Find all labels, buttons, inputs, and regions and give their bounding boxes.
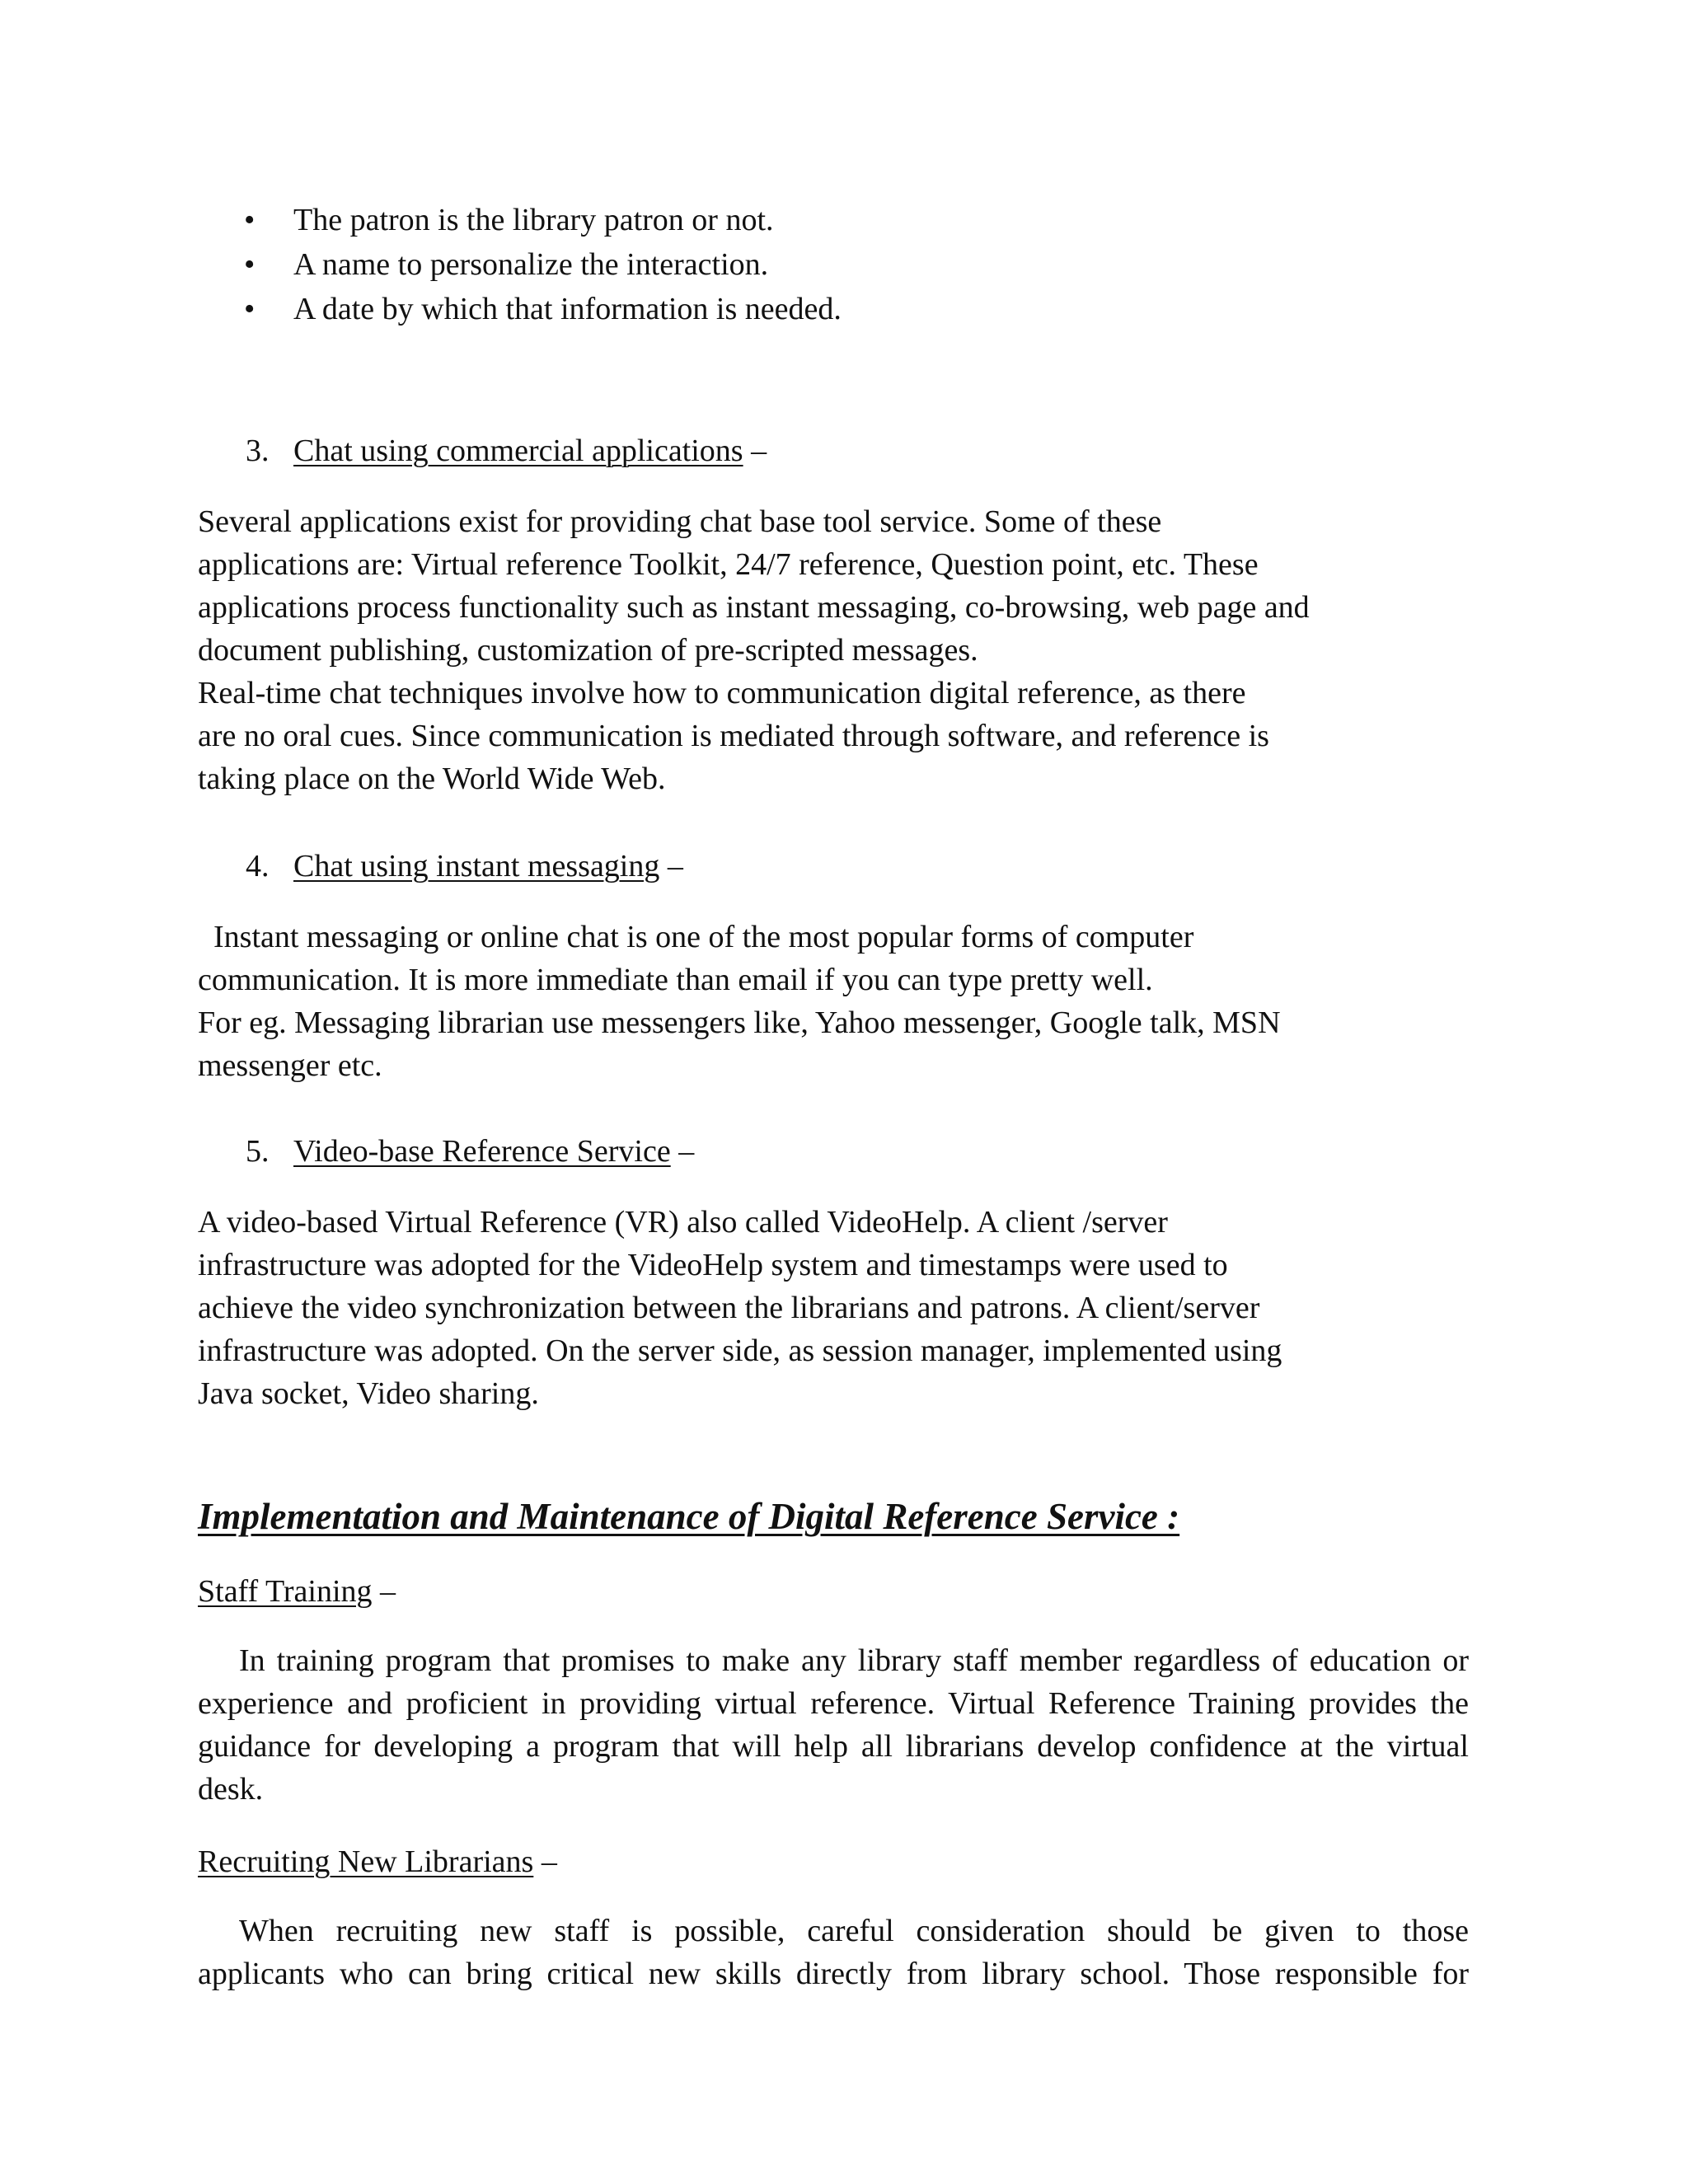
subsection-title: Staff Training (198, 1574, 373, 1609)
section-heading (293, 435, 767, 466)
paragraph-line: Instant messaging or online chat is one of the most popular forms of computer (198, 920, 1194, 954)
section-heading (293, 851, 683, 882)
paragraph-line: In training program that promises to make any library staff member regardless of education or (239, 1643, 1469, 1678)
bullet-item: The patron is the library patron or not. (293, 203, 774, 237)
section-number: 3. (246, 434, 270, 468)
heading-dash: – (659, 849, 683, 883)
heading-dash: – (533, 1844, 557, 1879)
paragraph-line: infrastructure was adopted for the VideoHelp system and timestamps were used to (198, 1248, 1228, 1282)
paragraph-line: Several applications exist for providing chat base tool service. Some of these (198, 504, 1162, 539)
paragraph-line: achieve the video synchronization between the librarians and patrons. A client/server (198, 1291, 1260, 1325)
bullet-marker: • (244, 247, 256, 282)
subsection-heading (198, 1576, 396, 1607)
paragraph-line: experience and proficient in providing virtual reference. Virtual Reference Training provides the (198, 1686, 1469, 1721)
section-heading (293, 1136, 694, 1167)
section-number: 5. (246, 1134, 270, 1169)
bullet-marker: • (244, 203, 256, 237)
heading-dash: – (743, 434, 767, 468)
paragraph-line: A video-based Virtual Reference (VR) also called VideoHelp. A client /server (198, 1205, 1168, 1240)
paragraph-line: guidance for developing a program that will help all librarians develop confidence at the virtual (198, 1729, 1469, 1764)
paragraph-line: Java socket, Video sharing. (198, 1376, 539, 1411)
main-heading: Implementation and Maintenance of Digital Reference Service : (198, 1496, 1180, 1537)
subsection-heading (198, 1846, 557, 1877)
heading-dash: – (670, 1134, 695, 1169)
paragraph-line: document publishing, customization of pre-scripted messages. (198, 633, 978, 668)
paragraph-line: desk. (198, 1772, 264, 1807)
paragraph-line: messenger etc. (198, 1048, 382, 1083)
bullet-item: A date by which that information is needed. (293, 292, 842, 326)
paragraph-line: are no oral cues. Since communication is mediated through software, and reference is (198, 719, 1269, 753)
paragraph-line: Real-time chat techniques involve how to communication digital reference, as there (198, 676, 1246, 710)
paragraph-line: applications are: Virtual reference Toolkit, 24/7 reference, Question point, etc. These (198, 547, 1259, 582)
paragraph-line: infrastructure was adopted. On the server side, as session manager, implemented using (198, 1333, 1282, 1368)
paragraph-line: taking place on the World Wide Web. (198, 762, 666, 796)
heading-dash: – (372, 1574, 396, 1609)
paragraph-line: applications process functionality such as instant messaging, co-browsing, web page and (198, 590, 1310, 625)
section-title: Chat using instant messaging (293, 849, 660, 883)
paragraph-line: When recruiting new staff is possible, careful consideration should be given to those (239, 1914, 1469, 1948)
section-title: Chat using commercial applications (293, 434, 743, 468)
subsection-title: Recruiting New Librarians (198, 1844, 534, 1879)
section-title: Video-base Reference Service (293, 1134, 671, 1169)
section-number: 4. (246, 849, 270, 883)
bullet-item: A name to personalize the interaction. (293, 247, 769, 282)
paragraph-line: applicants who can bring critical new skills directly from library school. Those responsible for (198, 1957, 1469, 1991)
paragraph-line: communication. It is more immediate than email if you can type pretty well. (198, 963, 1153, 997)
bullet-marker: • (244, 292, 256, 326)
paragraph-line: For eg. Messaging librarian use messengers like, Yahoo messenger, Google talk, MSN (198, 1005, 1281, 1040)
